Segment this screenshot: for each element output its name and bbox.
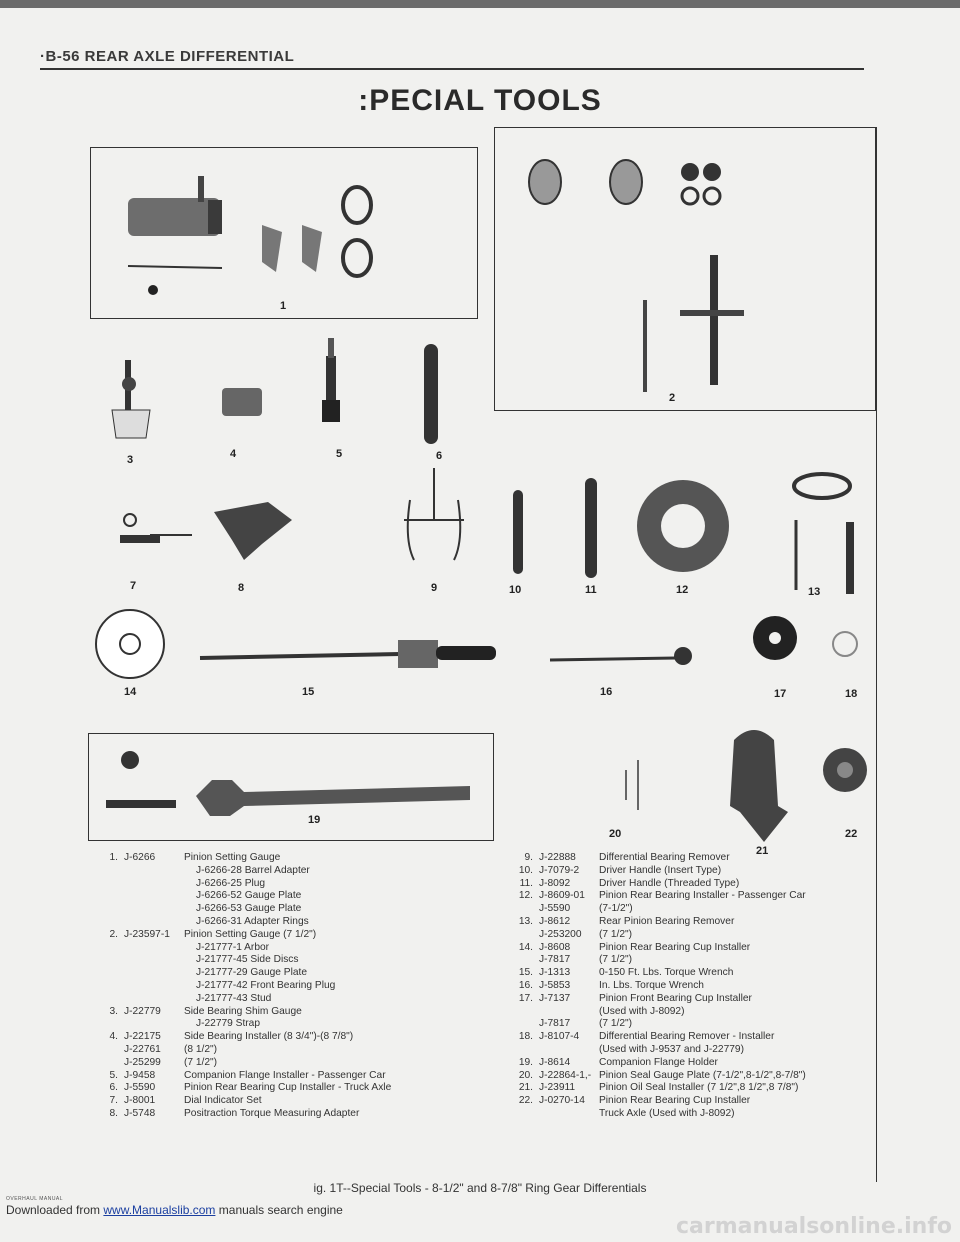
remover-installer-icon — [833, 632, 857, 656]
fig-number-1: 1 — [280, 300, 287, 312]
fig-number-2: 2 — [669, 392, 676, 404]
list-item: 19. J-8614 Companion Flange Holder — [518, 1056, 718, 1068]
list-item: 2. J-23597-1 Pinion Setting Gauge (7 1/2") — [109, 928, 317, 940]
fig-number-15: 15 — [302, 686, 315, 698]
side-disc-gauge-icon — [529, 160, 744, 392]
dial-indicator-icon — [120, 514, 192, 543]
fig-number-5: 5 — [336, 448, 343, 460]
list-item: 6. J-5590 Pinion Rear Bearing Cup Installer - Truck Axle — [109, 1082, 392, 1094]
flange-installer-icon — [322, 338, 340, 422]
list-item: J-6266-53 Gauge Plate — [196, 903, 302, 915]
list-item: 14. J-8608 Pinion Rear Bearing Cup Installer — [518, 941, 751, 953]
list-item: (Used with J-9537 and J-22779) — [599, 1043, 744, 1055]
fig-number-19: 19 — [308, 814, 321, 826]
truck-bearing-cup-installer-icon — [823, 748, 867, 792]
list-item: 12. J-8609-01 Pinion Rear Bearing Installer - Passenger Car — [518, 890, 806, 902]
list-item: 4. J-22175 Side Bearing Installer (8 3/4")-(8 7/8") — [109, 1031, 354, 1043]
bearing-cup-installer-icon — [424, 344, 438, 444]
bearing-remover-icon — [404, 468, 464, 560]
manual-label: OVERHAUL MANUAL — [6, 1196, 64, 1202]
list-item: J-22761 (8 1/2") — [124, 1043, 218, 1055]
fig-number-14: 14 — [124, 686, 137, 698]
list-item: 16. J-5853 In. Lbs. Torque Wrench — [518, 979, 704, 991]
watermark-text: carmanualsonline.info — [676, 1214, 952, 1239]
list-item: J-21777-45 Side Discs — [196, 954, 299, 966]
list-item: J-25299 (7 1/2") — [124, 1056, 218, 1068]
list-item: J-6266-31 Adapter Rings — [196, 915, 309, 927]
companion-flange-holder-icon — [106, 751, 470, 816]
fig-number-7: 7 — [130, 580, 137, 592]
section-header: ·B-56 REAR AXLE DIFFERENTIAL — [40, 48, 295, 65]
fig-number-17: 17 — [774, 688, 787, 700]
fig-number-18: 18 — [845, 688, 858, 700]
bearing-cup-installer-disc-icon — [96, 610, 164, 678]
list-item: 13. J-8612 Rear Pinion Bearing Remover — [518, 915, 735, 927]
shim-gauge-icon — [112, 360, 150, 438]
fig-number-10: 10 — [509, 584, 522, 596]
driver-handle-insert-icon — [513, 490, 523, 574]
list-item: J-21777-43 Stud — [196, 992, 272, 1004]
list-item: 15. J-1313 0-150 Ft. Lbs. Torque Wrench — [518, 967, 734, 979]
fig-number-8: 8 — [238, 582, 245, 594]
right-parts-list — [478, 852, 806, 1121]
inch-torque-wrench-icon — [550, 647, 692, 665]
fig-number-12: 12 — [676, 584, 689, 596]
fig-number-22: 22 — [845, 828, 858, 840]
list-item: 9. J-22888 Differential Bearing Remover — [524, 852, 730, 863]
torque-adapter-icon — [214, 502, 292, 560]
rear-pinion-bearing-remover-icon — [794, 474, 854, 594]
list-item: J-21777-1 Arbor — [196, 941, 270, 953]
list-item: J-21777-42 Front Bearing Plug — [196, 979, 336, 991]
oil-seal-installer-icon — [730, 730, 788, 842]
list-item: 20. J-22864-1,- Pinion Seal Gauge Plate (7-1/2",8-1/2",8-7/8") — [518, 1069, 806, 1081]
list-item: 8. J-5748 Positraction Torque Measuring Adapter — [109, 1107, 360, 1119]
list-item: 7. J-8001 Dial Indicator Set — [109, 1095, 262, 1107]
pinion-seal-gauge-icon — [626, 760, 638, 810]
page-title: :PECIAL TOOLS — [358, 84, 602, 117]
footer-suffix: manuals search engine — [215, 1203, 343, 1217]
fig-number-6: 6 — [436, 450, 443, 462]
footer-prefix: Downloaded from — [6, 1203, 104, 1217]
left-parts-list — [70, 852, 391, 1121]
fig-number-11: 11 — [585, 584, 597, 596]
fig-number-9: 9 — [431, 582, 438, 594]
list-item: J-7817 (7 1/2") — [539, 1018, 633, 1030]
list-item: J-21777-29 Gauge Plate — [196, 967, 308, 979]
list-item: J-253200 (7 1/2") — [539, 928, 633, 940]
front-bearing-cup-installer-icon — [753, 616, 797, 660]
side-bearing-installer-icon — [222, 388, 262, 416]
figure-caption: ig. 1T--Special Tools - 8-1/2" and 8-7/8" Ring Gear Differentials — [313, 1181, 647, 1195]
torque-wrench-icon — [200, 640, 496, 668]
list-item: 21. J-23911 Pinion Oil Seal Installer (7 1/2",8 1/2",8 7/8") — [518, 1082, 799, 1094]
list-item: 5. J-9458 Companion Flange Installer - Passenger Car — [109, 1069, 386, 1081]
list-item: J-7817 (7 1/2") — [539, 954, 633, 966]
list-item: 3. J-22779 Side Bearing Shim Gauge — [109, 1005, 302, 1017]
list-item: 10. J-7079-2 Driver Handle (Insert Type) — [518, 864, 722, 876]
list-item: J-6266-25 Plug — [196, 877, 266, 889]
list-item: 11. J-8092 Driver Handle (Threaded Type) — [519, 877, 740, 889]
manualslib-link[interactable]: www.Manualslib.com — [103, 1203, 216, 1217]
pinion-setting-gauge-icon — [128, 176, 371, 295]
list-item: J-6266-52 Gauge Plate — [196, 890, 302, 902]
list-item: J-22779 Strap — [196, 1018, 260, 1030]
list-item: 17. J-7137 Pinion Front Bearing Cup Installer — [518, 992, 752, 1004]
fig-number-13: 13 — [808, 586, 821, 598]
list-item: Truck Axle (Used with J-8092) — [599, 1107, 735, 1119]
fig-number-3: 3 — [127, 454, 134, 466]
list-item: J-6266-28 Barrel Adapter — [196, 864, 310, 876]
list-item: (Used with J-8092) — [599, 1005, 685, 1017]
driver-handle-threaded-icon — [585, 478, 597, 578]
fig-number-4: 4 — [230, 448, 237, 460]
fig-number-21: 21 — [756, 845, 769, 857]
list-item: 22. J-0270-14 Pinion Rear Bearing Cup Installer — [518, 1095, 751, 1107]
fig-number-20: 20 — [609, 828, 622, 840]
list-item: J-5590 (7-1/2") — [539, 903, 633, 915]
fig-number-16: 16 — [600, 686, 613, 698]
pinion-rear-bearing-installer-icon — [637, 480, 729, 572]
list-item: 18. J-8107-4 Differential Bearing Remover - Installer — [518, 1031, 775, 1043]
download-footer — [6, 1203, 343, 1217]
list-item: 1. J-6266 Pinion Setting Gauge — [109, 852, 281, 863]
